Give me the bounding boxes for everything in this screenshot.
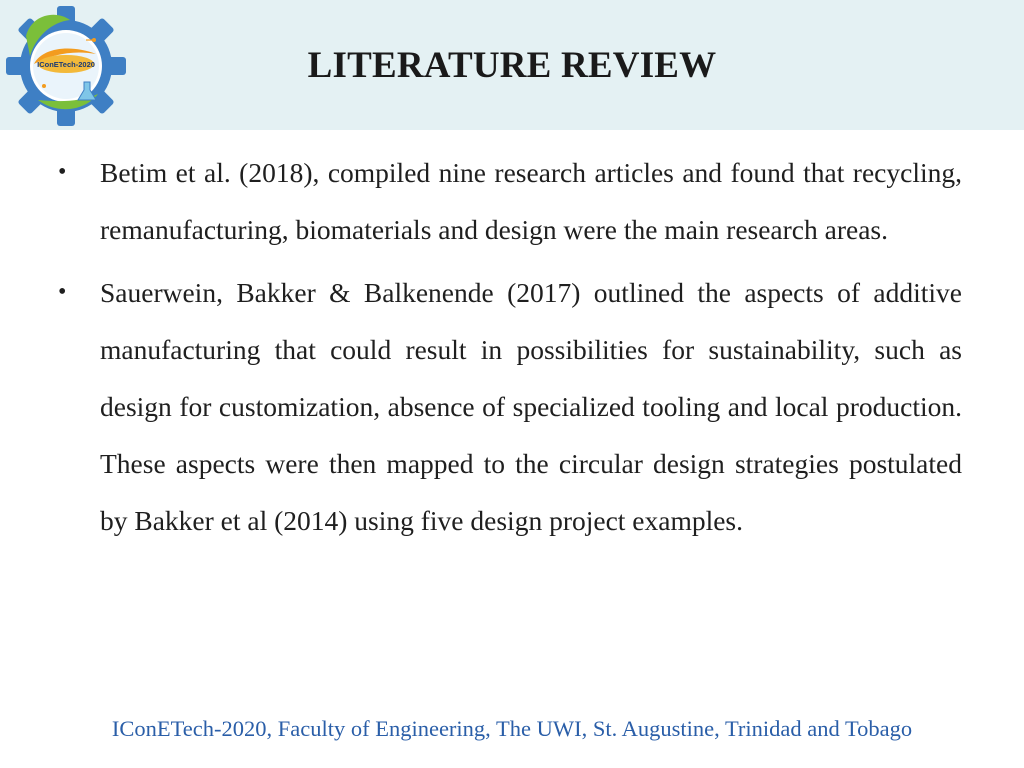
list-item	[52, 144, 962, 258]
page-title: LITERATURE REVIEW	[307, 45, 717, 86]
footer-text: IConETech-2020, Faculty of Engineering, The UWI, St. Augustine, Trinidad and Tobago	[111, 716, 913, 741]
bullet-text: Sauerwein, Bakker & Balkenende (2017) outlined the aspects of additive manufacturing that could result in possibilities for sustainability, such as design for customization, absence of specialized tooling and local production. These aspects were then mapped to the circular design strategies postulated by Bakker et al (2014) using five design project examples.	[100, 277, 962, 536]
bullet-list	[52, 144, 962, 555]
logo-text: IConETech-2020	[37, 60, 95, 69]
bullet-text: Betim et al. (2018), compiled nine research articles and found that recycling, remanufacturing, biomaterials and design were the main research areas.	[100, 157, 962, 245]
list-item	[52, 264, 962, 549]
bullet-marker: •	[58, 279, 67, 305]
bullet-marker: •	[58, 159, 67, 185]
